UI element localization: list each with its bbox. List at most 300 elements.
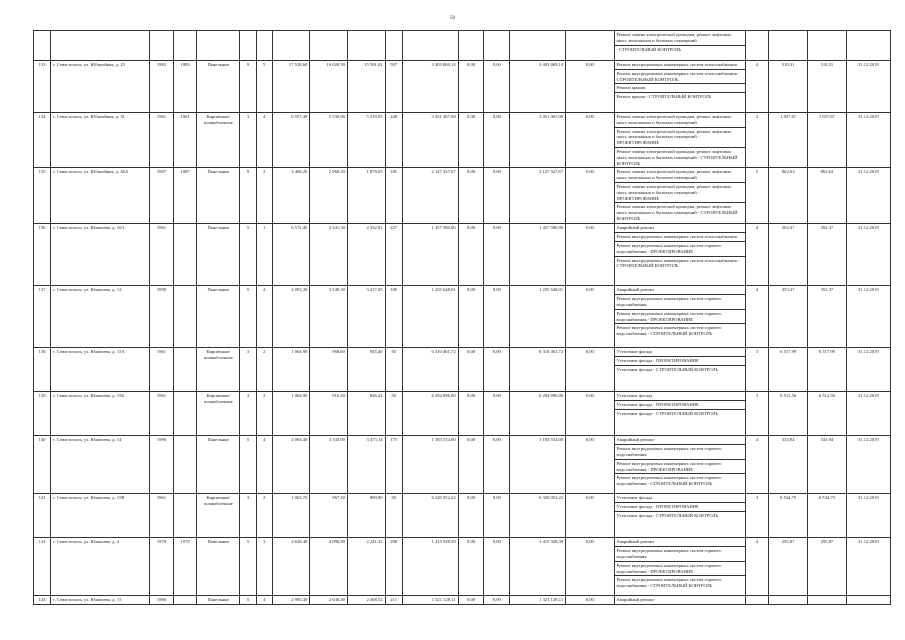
wall-material-cell: Панельные: [197, 436, 240, 494]
entrances-cell: 4: [256, 596, 272, 605]
table-row: [34, 168, 891, 224]
fund-other-cell: 0,00: [566, 538, 614, 596]
work-item: Ремонт внутридомовых инженерных систем горячего водоснабжения - ПРОЕКТИРОВАНИЕ: [615, 242, 745, 257]
area-total-cell: 17 528,60: [272, 61, 310, 113]
area-residential-cell: 2 341,30: [310, 224, 348, 286]
wall-material-cell: Панельные: [197, 596, 240, 605]
area-residential-cell: 916,50: [310, 392, 348, 436]
wall-material-cell: Кирпичные/ шлакоблочные: [197, 113, 240, 168]
address-cell: г. Севастополь, ул. Юмашева, д. 14: [51, 436, 150, 494]
floors-cell: 5: [240, 286, 256, 348]
area-total-cell: 4 093,30: [272, 286, 310, 348]
fund-other-cell: 0,00: [566, 168, 614, 224]
cost-total-cell: 6 310 461,72: [402, 348, 458, 392]
unit-cost-cell: 510,31: [769, 61, 808, 113]
residents-cell: 50: [385, 392, 402, 436]
works-list-cell: [614, 286, 745, 348]
residents-cell: 50: [385, 494, 402, 538]
area-living-cell: 846,24: [347, 392, 385, 436]
deadline-cell: 31.12.2019: [846, 348, 890, 392]
floors-cell: 9: [240, 168, 256, 224]
work-count-cell: 4: [745, 436, 769, 494]
work-item: Ремонт внутридомовых инженерных систем теплоснабжения - СТРОИТЕЛЬНЫЙ КОНТРОЛЬ: [615, 70, 745, 85]
fund-owners-cell: 1 183 554,00: [510, 436, 566, 494]
work-item: Утепление фасада - СТРОИТЕЛЬНЫЙ КОНТРОЛЬ: [616, 366, 719, 372]
entrances-cell: 4: [256, 286, 272, 348]
floors-cell: 5: [240, 436, 256, 494]
area-residential-cell: 968,60: [310, 348, 348, 392]
work-count-cell: 3: [745, 392, 769, 436]
residents-cell: [385, 31, 402, 61]
work-item: - СТРОИТЕЛЬНЫЙ КОНТРОЛЬ: [616, 46, 682, 52]
area-residential-cell: 16 028,59: [310, 61, 348, 113]
cost-total-cell: 1 255 648,01: [402, 286, 458, 348]
unit-cost-cell: [769, 31, 808, 61]
work-item: Ремонт крыши - СТРОИТЕЛЬНЫЙ КОНТРОЛЬ: [616, 94, 712, 100]
year-built-cell: 1960: [150, 596, 174, 605]
works-list-cell: [614, 168, 745, 224]
area-residential-cell: 3 543,90: [310, 436, 348, 494]
row-number: 139: [34, 392, 51, 436]
fund-regional-cell: 0,00: [484, 538, 510, 596]
table-row: [34, 224, 891, 286]
fund-federal-cell: 0,00: [458, 494, 484, 538]
year-built-cell: [150, 31, 174, 61]
work-item: Утепление фасада - ПРОЕКТИРОВАНИЕ: [615, 503, 745, 512]
work-item: Ремонт внутридомовых инженерных систем теплоснабжения: [615, 61, 745, 70]
fund-other-cell: 0,00: [566, 113, 614, 168]
work-item: Ремонт внутридомовых инженерных систем горячего водоснабжения - ПРОЕКТИРОВАНИЕ: [615, 460, 745, 475]
work-item: Аварийный ремонт: [615, 538, 745, 547]
work-count-cell: 3: [745, 113, 769, 168]
fund-federal-cell: 0,00: [458, 168, 484, 224]
year-built-cell: 1961: [150, 348, 174, 392]
fund-owners-cell: 6 320 052,22: [510, 494, 566, 538]
year-built-cell: 1978: [150, 538, 174, 596]
fund-federal-cell: 0,00: [458, 596, 484, 605]
area-residential-cell: 2 640,40: [310, 596, 348, 605]
area-total-cell: [272, 31, 310, 61]
fund-regional-cell: [484, 31, 510, 61]
fund-federal-cell: 0,00: [458, 113, 484, 168]
fund-regional-cell: 0,00: [484, 596, 510, 605]
deadline-cell: [846, 31, 890, 61]
wall-material-cell: Панельные: [197, 224, 240, 286]
row-number: 140: [34, 436, 51, 494]
area-residential-cell: [310, 31, 348, 61]
cost-total-cell: 2 127 327,67: [402, 168, 458, 224]
fund-regional-cell: 0,00: [484, 436, 510, 494]
cost-total-cell: 1 457 580,00: [402, 224, 458, 286]
year-built-cell: 1990: [150, 286, 174, 348]
fund-federal-cell: 0,00: [458, 286, 484, 348]
entrances-cell: 4: [256, 113, 272, 168]
fund-other-cell: 0,00: [566, 348, 614, 392]
fund-owners-cell: 1 255 648,01: [510, 286, 566, 348]
works-list-cell: [614, 538, 745, 596]
work-item: Утепление фасада - ПРОЕКТИРОВАНИЕ: [615, 357, 745, 366]
address-cell: г. Севастополь, ул. Юмашева, д. 15В: [51, 494, 150, 538]
fund-owners-cell: 6 310 461,72: [510, 348, 566, 392]
max-unit-cost-cell: [808, 596, 847, 605]
area-total-cell: 2 628,40: [272, 538, 310, 596]
floors-cell: 3: [240, 348, 256, 392]
works-list-cell: [614, 348, 745, 392]
year-reconstruction-cell: [173, 436, 197, 494]
table-row: [34, 31, 891, 61]
cost-total-cell: 1 321 128,11: [402, 596, 458, 605]
address-cell: г. Севастополь, ул. Юбилейная, д. 46А: [51, 168, 150, 224]
fund-other-cell: 0,00: [566, 286, 614, 348]
unit-cost-cell: 295,87: [769, 538, 808, 596]
fund-owners-cell: 1 415 928,39: [510, 538, 566, 596]
address-cell: г. Севастополь, ул. Юмашева, д. 12: [51, 286, 150, 348]
unit-cost-cell: 202,37: [769, 224, 808, 286]
area-living-cell: 2 241,43: [347, 538, 385, 596]
fund-other-cell: 0,00: [566, 436, 614, 494]
wall-material-cell: Панельные: [197, 538, 240, 596]
table-row: [34, 494, 891, 538]
max-unit-cost-cell: 333,94: [808, 436, 847, 494]
area-living-cell: 1 879,05: [347, 168, 385, 224]
fund-regional-cell: 0,00: [484, 224, 510, 286]
residents-cell: 185: [385, 168, 402, 224]
fund-federal-cell: 0,00: [458, 348, 484, 392]
max-unit-cost-cell: 6 512,56: [808, 392, 847, 436]
work-count-cell: 4: [745, 224, 769, 286]
work-item: Ремонт замена электрической проводки, ремонт лифтовых шахт, монтажных и бытовых помещений - СТРОИТЕЛЬНЫЙ КОНТРОЛЬ: [616, 148, 738, 166]
year-built-cell: 1987: [150, 168, 174, 224]
deadline-cell: 31.12.2019: [846, 61, 890, 113]
fund-regional-cell: 0,00: [484, 286, 510, 348]
work-item: Ремонт внутридомовых инженерных систем горячего водоснабжения: [615, 547, 745, 562]
work-item: Ремонт внутридомовых инженерных систем горячего водоснабжения - СТРОИТЕЛЬНЫЙ КОНТРОЛЬ: [616, 577, 722, 589]
fund-regional-cell: 0,00: [484, 494, 510, 538]
fund-other-cell: 0,00: [566, 224, 614, 286]
works-list-cell: [614, 436, 745, 494]
deadline-cell: 31.12.2019: [846, 538, 890, 596]
floors-cell: 5: [240, 224, 256, 286]
works-list-cell: [614, 392, 745, 436]
year-built-cell: 1990: [150, 436, 174, 494]
address-cell: [51, 31, 150, 61]
entrances-cell: 2: [256, 348, 272, 392]
area-living-cell: 15 581,01: [347, 61, 385, 113]
capital-repair-register-table: [33, 30, 891, 605]
area-living-cell: 2 468,52: [347, 596, 385, 605]
fund-federal-cell: 0,00: [458, 538, 484, 596]
wall-material-cell: [197, 31, 240, 61]
register-rows: [34, 31, 891, 605]
wall-material-cell: Панельные: [197, 61, 240, 113]
floors-cell: 3: [240, 494, 256, 538]
deadline-cell: 31.12.2019: [846, 224, 890, 286]
max-unit-cost-cell: 295,87: [808, 538, 847, 596]
work-item: Утепление фасада - ПРОЕКТИРОВАНИЕ: [615, 401, 745, 410]
residents-cell: 298: [385, 538, 402, 596]
entrances-cell: 2: [256, 168, 272, 224]
cost-total-cell: 6 294 896,00: [402, 392, 458, 436]
fund-regional-cell: 0,00: [484, 168, 510, 224]
cost-total-cell: 3 403 869,14: [402, 61, 458, 113]
work-item: Утепление фасада - СТРОИТЕЛЬНЫЙ КОНТРОЛЬ: [616, 410, 719, 416]
fund-owners-cell: 1 457 580,00: [510, 224, 566, 286]
work-count-cell: 4: [745, 286, 769, 348]
deadline-cell: 31.12.2019: [846, 494, 890, 538]
area-living-cell: 5 219,05: [347, 113, 385, 168]
max-unit-cost-cell: 510,31: [808, 61, 847, 113]
floors-cell: 5: [240, 538, 256, 596]
year-built-cell: 1961: [150, 113, 174, 168]
year-reconstruction-cell: [173, 494, 197, 538]
year-reconstruction-cell: 1987: [173, 168, 197, 224]
entrances-cell: 2: [256, 494, 272, 538]
table-row: [34, 538, 891, 596]
work-item: Ремонт замена электрической проводки, ремонт лифтовых шахт, монтажных и бытовых помещений - СТРОИТЕЛЬНЫЙ КОНТРОЛЬ: [616, 204, 738, 221]
max-unit-cost-cell: 6 534,75: [808, 494, 847, 538]
deadline-cell: [846, 596, 890, 605]
work-item: Ремонт замена электрической проводки, ремонт лифтовых шахт, монтажных и бытовых помещений - ПРОЕКТИРОВАНИЕ: [615, 183, 745, 203]
deadline-cell: 31.12.2019: [846, 436, 890, 494]
work-item: Аварийный ремонт: [615, 436, 745, 445]
year-reconstruction-cell: 1983: [173, 61, 197, 113]
year-built-cell: 1961: [150, 494, 174, 538]
entrances-cell: 3: [256, 538, 272, 596]
work-item: Ремонт внутридомовых инженерных систем горячего водоснабжения - ПРОЕКТИРОВАНИЕ: [615, 562, 745, 577]
residents-cell: 246: [385, 113, 402, 168]
floors-cell: 9: [240, 61, 256, 113]
work-item: Ремонт замена электрической проводки, ремонт лифтовых шахт, монтажных и бытовых помещений: [615, 168, 745, 183]
fund-federal-cell: [458, 31, 484, 61]
work-item: Аварийный ремонт: [615, 224, 745, 233]
fund-owners-cell: 6 294 896,00: [510, 392, 566, 436]
work-item: Ремонт крыши: [615, 84, 745, 93]
area-total-cell: 3 468,20: [272, 168, 310, 224]
fund-other-cell: 0,00: [566, 494, 614, 538]
floors-cell: 3: [240, 392, 256, 436]
area-living-cell: 3 417,05: [347, 286, 385, 348]
unit-cost-cell: 6 517,99: [769, 348, 808, 392]
page-number: 50: [450, 16, 455, 21]
unit-cost-cell: [769, 596, 808, 605]
fund-owners-cell: 3 403 869,14: [510, 61, 566, 113]
residents-cell: 597: [385, 61, 402, 113]
works-list-cell: [614, 494, 745, 538]
residents-cell: 175: [385, 436, 402, 494]
fund-federal-cell: 0,00: [458, 392, 484, 436]
area-residential-cell: 5 530,80: [310, 113, 348, 168]
works-list-cell: [614, 31, 745, 61]
row-number: 137: [34, 286, 51, 348]
works-list-cell: [614, 61, 745, 113]
table-row: [34, 113, 891, 168]
fund-regional-cell: 0,00: [484, 61, 510, 113]
table-row: [34, 61, 891, 113]
work-item: Ремонт внутридомовых инженерных систем теплоснабжения: [615, 233, 745, 242]
work-item: Ремонт внутридомовых инженерных систем горячего водоснабжения: [615, 295, 745, 310]
area-total-cell: 6 557,40: [272, 113, 310, 168]
area-residential-cell: 3 549,30: [310, 286, 348, 348]
area-total-cell: 1 064,90: [272, 348, 310, 392]
area-living-cell: 3 473,14: [347, 436, 385, 494]
unit-cost-cell: 1 057,67: [769, 113, 808, 168]
unit-cost-cell: 6 534,75: [769, 494, 808, 538]
wall-material-cell: Кирпичные/ шлакоблочные: [197, 392, 240, 436]
unit-cost-cell: 333,94: [769, 436, 808, 494]
address-cell: г. Севастополь, ул. Юмашева, д. 4: [51, 538, 150, 596]
work-item: Ремонт внутридомовых инженерных систем теплоснабжения - СТРОИТЕЛЬНЫЙ КОНТРОЛЬ: [616, 257, 740, 269]
address-cell: г. Севастополь, ул. Юбилейная, д. 25: [51, 61, 150, 113]
max-unit-cost-cell: 1 057,67: [808, 113, 847, 168]
cost-total-cell: 1 415 928,39: [402, 538, 458, 596]
address-cell: г. Севастополь, ул. Юмашева, д. 15Б: [51, 392, 150, 436]
cost-total-cell: 1 183 554,00: [402, 436, 458, 494]
work-item: Ремонт замена электрической проводки, ремонт лифтовых шахт, монтажных и бытовых помещений: [615, 31, 745, 46]
work-item: Ремонт внутридомовых инженерных систем горячего водоснабжения: [615, 445, 745, 460]
unit-cost-cell: 353,37: [769, 286, 808, 348]
work-item: Ремонт замена электрической проводки, ремонт лифтовых шахт, монтажных и бытовых помещений - ПРОЕКТИРОВАНИЕ: [615, 128, 745, 148]
work-item: Аварийный ремонт: [616, 597, 655, 603]
max-unit-cost-cell: 353,37: [808, 286, 847, 348]
residents-cell: 227: [385, 224, 402, 286]
work-count-cell: [745, 596, 769, 605]
works-list-cell: [614, 224, 745, 286]
work-item: Утепление фасада: [615, 392, 745, 401]
area-total-cell: 2 985,40: [272, 596, 310, 605]
area-living-cell: 2 332,81: [347, 224, 385, 286]
table-row: [34, 596, 891, 605]
year-reconstruction-cell: [173, 224, 197, 286]
year-reconstruction-cell: [173, 348, 197, 392]
row-number: 134: [34, 113, 51, 168]
table-row: [34, 286, 891, 348]
year-reconstruction-cell: [173, 596, 197, 605]
area-living-cell: [347, 31, 385, 61]
row-number: 136: [34, 224, 51, 286]
work-item: Утепление фасада: [615, 348, 745, 357]
year-reconstruction-cell: 1961: [173, 113, 197, 168]
row-number: 143: [34, 596, 51, 605]
floors-cell: [240, 31, 256, 61]
row-number: 135: [34, 168, 51, 224]
unit-cost-cell: 862,63: [769, 168, 808, 224]
work-item: Ремонт внутридомовых инженерных систем горячего водоснабжения - СТРОИТЕЛЬНЫЙ КОНТРОЛЬ: [616, 475, 722, 487]
area-total-cell: 1 064,90: [272, 392, 310, 436]
year-reconstruction-cell: [173, 392, 197, 436]
fund-regional-cell: 0,00: [484, 113, 510, 168]
residents-cell: 211: [385, 596, 402, 605]
address-cell: г. Севастополь, ул. Юмашева, д. 15А: [51, 348, 150, 392]
cost-total-cell: [402, 31, 458, 61]
address-cell: г. Севастополь, ул. Юмашева, д. 15: [51, 596, 150, 605]
works-list-cell: [614, 113, 745, 168]
row-number: 141: [34, 494, 51, 538]
fund-federal-cell: 0,00: [458, 61, 484, 113]
table-row: [34, 436, 891, 494]
max-unit-cost-cell: [808, 31, 847, 61]
fund-other-cell: 0,00: [566, 596, 614, 605]
unit-cost-cell: 6 512,56: [769, 392, 808, 436]
wall-material-cell: Панельные: [197, 168, 240, 224]
work-item: Ремонт замена электрической проводки, ремонт лифтовых шахт, монтажных и бытовых помещений: [615, 113, 745, 128]
wall-material-cell: Кирпичные/ шлакоблочные: [197, 494, 240, 538]
wall-material-cell: Кирпичные/ шлакоблочные: [197, 348, 240, 392]
entrances-cell: [256, 31, 272, 61]
residents-cell: 50: [385, 348, 402, 392]
fund-regional-cell: 0,00: [484, 392, 510, 436]
work-item: Утепление фасада: [615, 494, 745, 503]
entrances-cell: 4: [256, 436, 272, 494]
residents-cell: 180: [385, 286, 402, 348]
cost-total-cell: 6 320 052,22: [402, 494, 458, 538]
year-reconstruction-cell: [173, 31, 197, 61]
fund-owners-cell: 2 127 327,67: [510, 168, 566, 224]
work-count-cell: 4: [745, 61, 769, 113]
area-total-cell: 1 063,70: [272, 494, 310, 538]
address-cell: г. Севастополь, ул. Юбилейная, д. 31: [51, 113, 150, 168]
fund-owners-cell: [510, 31, 566, 61]
area-residential-cell: 967,30: [310, 494, 348, 538]
work-count-cell: 2: [745, 168, 769, 224]
floors-cell: 5: [240, 596, 256, 605]
entrances-cell: 2: [256, 392, 272, 436]
area-total-cell: 6 572,40: [272, 224, 310, 286]
works-list-cell: [614, 596, 745, 605]
fund-federal-cell: 0,00: [458, 224, 484, 286]
work-count-cell: 4: [745, 538, 769, 596]
area-residential-cell: 4 096,80: [310, 538, 348, 596]
year-reconstruction-cell: 1978: [173, 538, 197, 596]
table-row: [34, 348, 891, 392]
area-total-cell: 4 063,40: [272, 436, 310, 494]
work-item: Аварийный ремонт: [615, 286, 745, 295]
entrances-cell: 1: [256, 224, 272, 286]
row-number: 133: [34, 61, 51, 113]
cost-total-cell: 3 451 467,08: [402, 113, 458, 168]
fund-regional-cell: 0,00: [484, 348, 510, 392]
area-residential-cell: 2 968,20: [310, 168, 348, 224]
entrances-cell: 5: [256, 61, 272, 113]
deadline-cell: 31.12.2019: [846, 168, 890, 224]
work-item: Ремонт внутридомовых инженерных систем горячего водоснабжения - ПРОЕКТИРОВАНИЕ: [615, 310, 745, 325]
year-built-cell: 1961: [150, 392, 174, 436]
max-unit-cost-cell: 862,63: [808, 168, 847, 224]
year-reconstruction-cell: [173, 286, 197, 348]
area-living-cell: 880,90: [347, 494, 385, 538]
year-built-cell: 1961: [150, 224, 174, 286]
work-item: Ремонт внутридомовых инженерных систем горячего водоснабжения - СТРОИТЕЛЬНЫЙ КОНТРОЛЬ: [616, 325, 722, 337]
deadline-cell: 31.12.2019: [846, 113, 890, 168]
work-count-cell: 3: [745, 494, 769, 538]
max-unit-cost-cell: 202,37: [808, 224, 847, 286]
floors-cell: 3: [240, 113, 256, 168]
row-number: [34, 31, 51, 61]
table-row: [34, 392, 891, 436]
deadline-cell: 31.12.2019: [846, 392, 890, 436]
fund-other-cell: [566, 31, 614, 61]
row-number: 142: [34, 538, 51, 596]
work-count-cell: [745, 31, 769, 61]
max-unit-cost-cell: 6 517,99: [808, 348, 847, 392]
fund-other-cell: 0,00: [566, 61, 614, 113]
fund-owners-cell: 3 451 467,08: [510, 113, 566, 168]
fund-federal-cell: 0,00: [458, 436, 484, 494]
year-built-cell: 1983: [150, 61, 174, 113]
work-count-cell: 3: [745, 348, 769, 392]
fund-other-cell: 0,00: [566, 392, 614, 436]
area-living-cell: 945,40: [347, 348, 385, 392]
work-item: Утепление фасада - СТРОИТЕЛЬНЫЙ КОНТРОЛЬ: [616, 512, 719, 518]
